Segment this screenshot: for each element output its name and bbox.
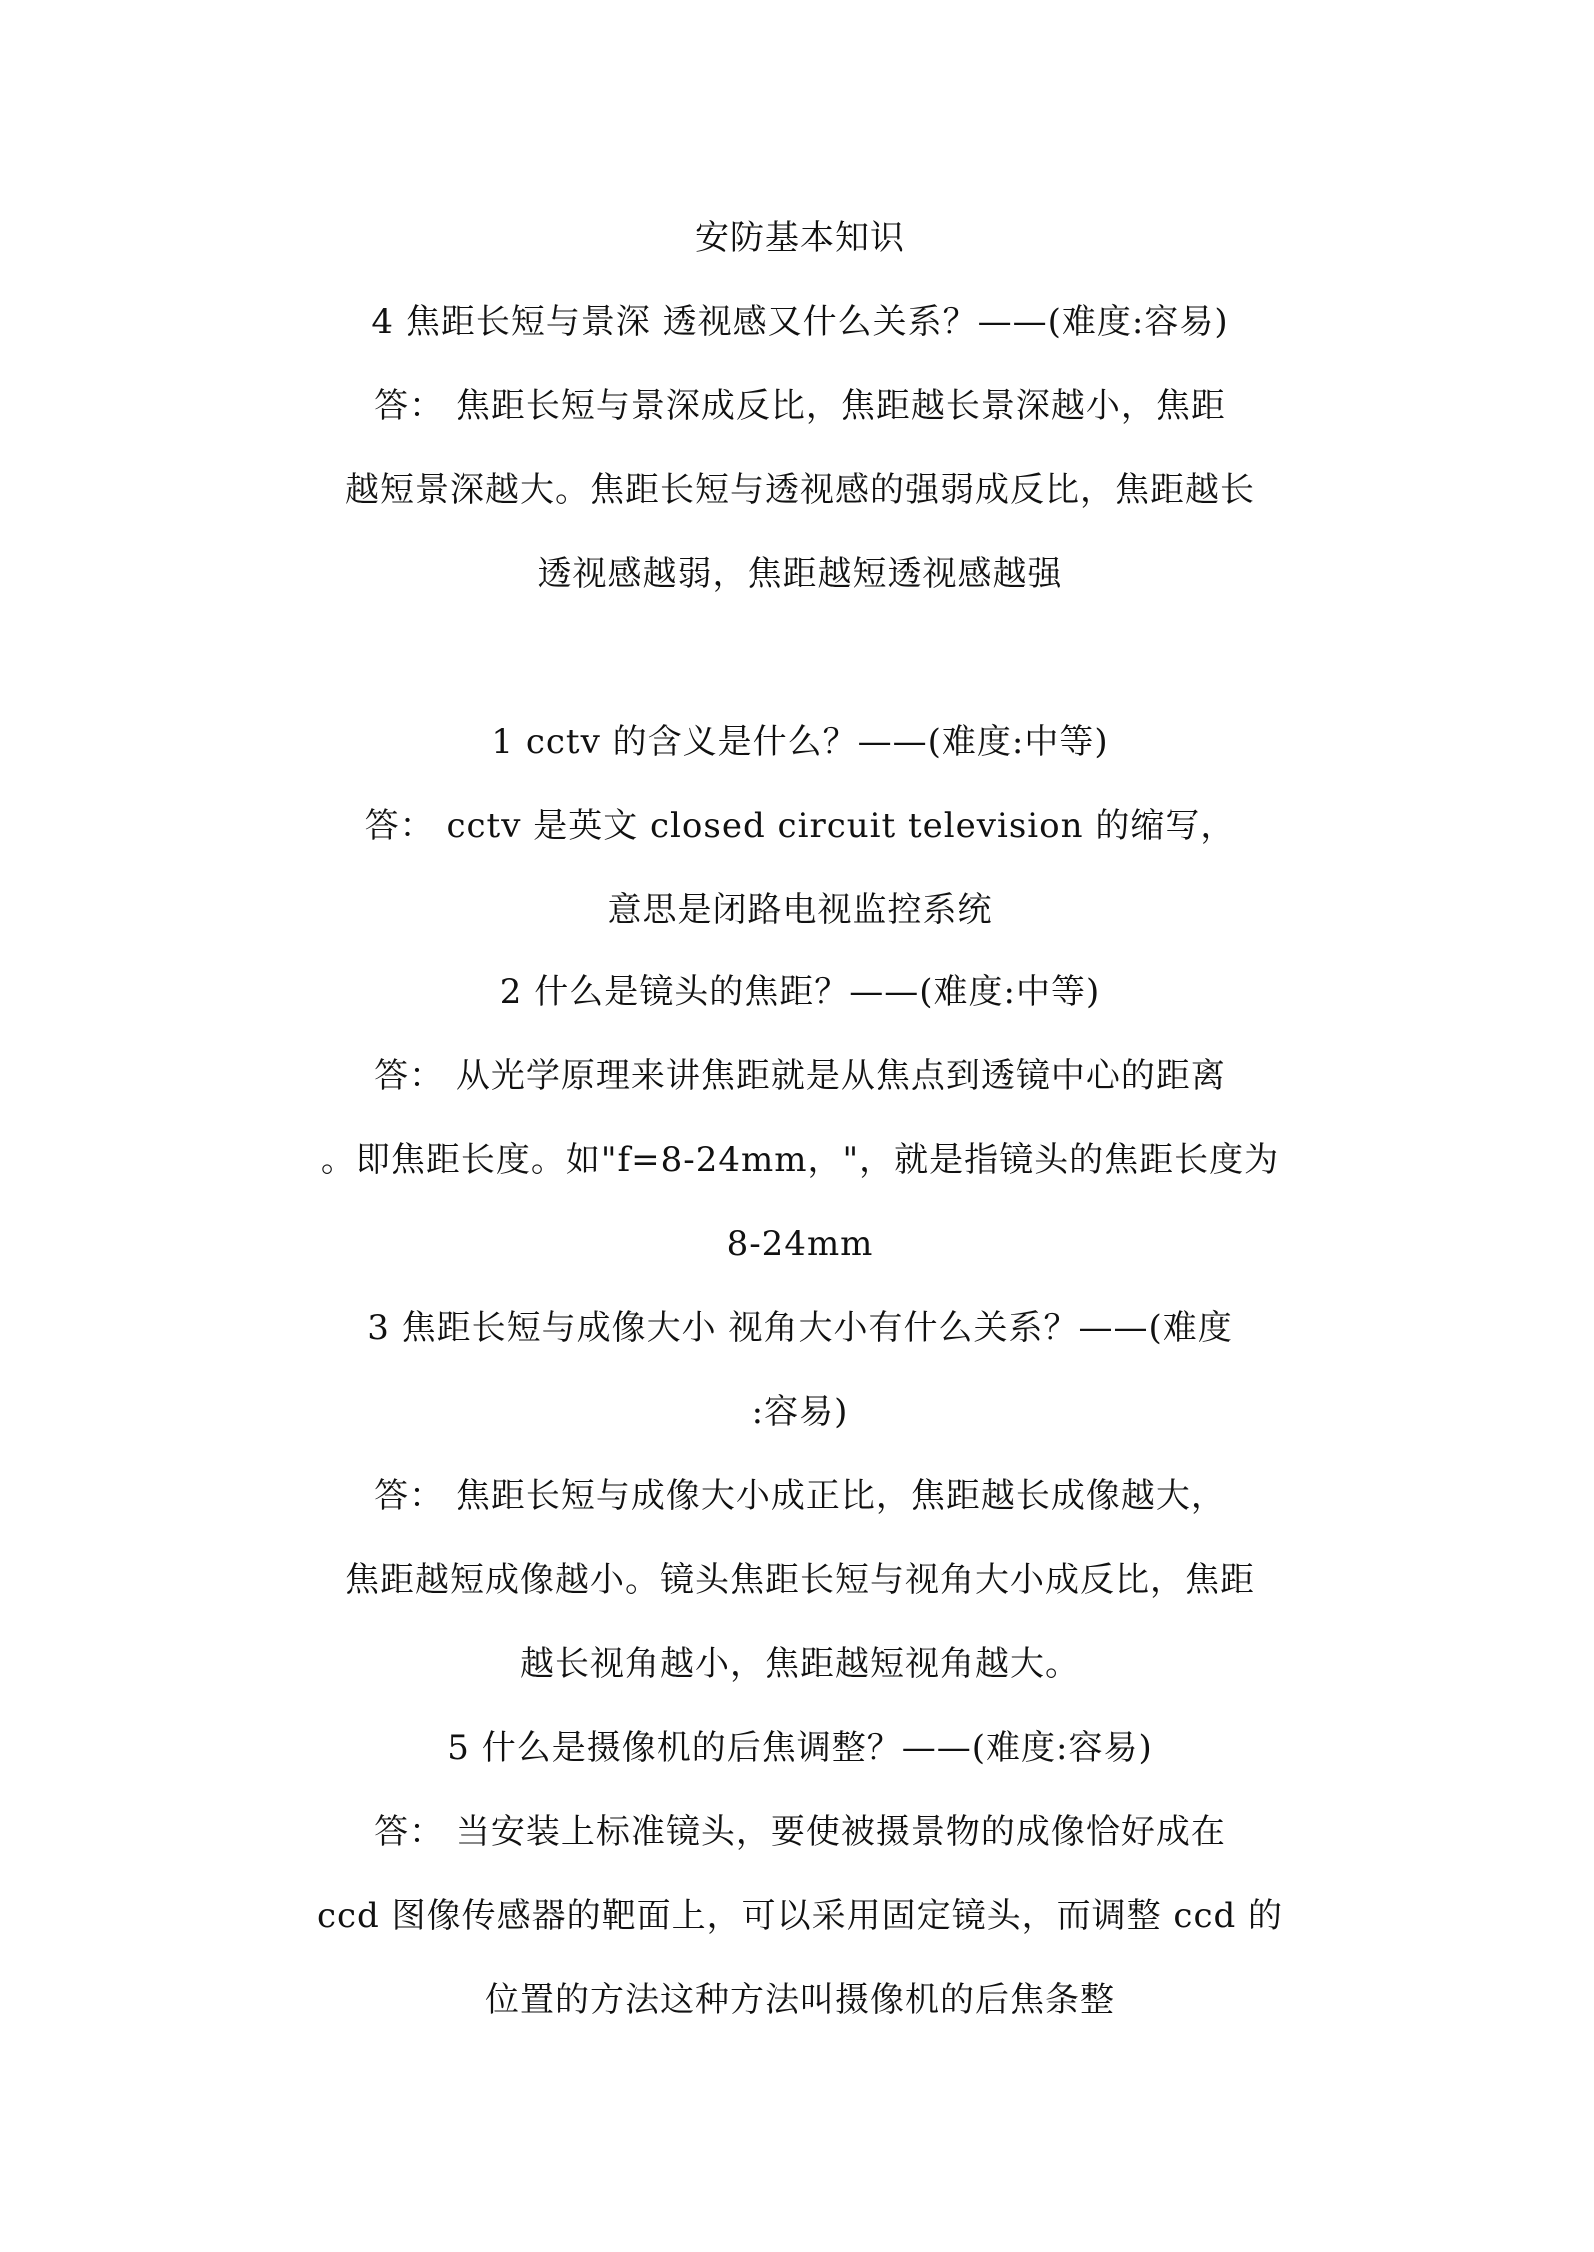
answer-3-line-3: 越长视角越小，焦距越短视角越大。 (520, 1644, 1080, 1684)
answer-3-line-2: 焦距越短成像越小。镜头焦距长短与视角大小成反比，焦距 (345, 1560, 1255, 1600)
answer-4-line-3: 透视感越弱，焦距越短透视感越强 (537, 554, 1063, 594)
answer-2-line-2: 。即焦距长度。如"f=8-24mm，"，就是指镜头的焦距长度为 (320, 1140, 1280, 1180)
question-4: 4 焦距长短与景深 透视感又什么关系？——(难度:容易) (371, 302, 1229, 342)
answer-5-line-1: 答： 当安装上标准镜头，要使被摄景物的成像恰好成在 (374, 1812, 1226, 1852)
question-3-line-1: 3 焦距长短与成像大小 视角大小有什么关系？——(难度 (367, 1308, 1233, 1348)
answer-3-line-1: 答： 焦距长短与成像大小成正比，焦距越长成像越大， (374, 1476, 1226, 1516)
answer-2-line-1: 答： 从光学原理来讲焦距就是从焦点到透镜中心的距离 (374, 1056, 1226, 1096)
answer-1-line-2: 意思是闭路电视监控系统 (607, 890, 993, 930)
question-2: 2 什么是镜头的焦距？——(难度:中等) (499, 972, 1101, 1012)
answer-1-line-1: 答： cctv 是英文 closed circuit television 的缩写， (364, 806, 1236, 846)
answer-5-line-2: ccd 图像传感器的靶面上，可以采用固定镜头，而调整 ccd 的 (316, 1896, 1284, 1936)
answer-2-line-3: 8-24mm (726, 1224, 874, 1264)
answer-4-line-2: 越短景深越大。焦距长短与透视感的强弱成反比，焦距越长 (345, 470, 1255, 510)
question-5: 5 什么是摄像机的后焦调整？——(难度:容易) (447, 1728, 1153, 1768)
answer-4-line-1: 答： 焦距长短与景深成反比，焦距越长景深越小，焦距 (374, 386, 1226, 426)
page-title: 安防基本知识 (695, 218, 905, 258)
question-3-line-2: :容易) (751, 1392, 849, 1432)
question-1: 1 cctv 的含义是什么？——(难度:中等) (491, 722, 1109, 762)
answer-5-line-3: 位置的方法这种方法叫摄像机的后焦条整 (485, 1980, 1115, 2020)
